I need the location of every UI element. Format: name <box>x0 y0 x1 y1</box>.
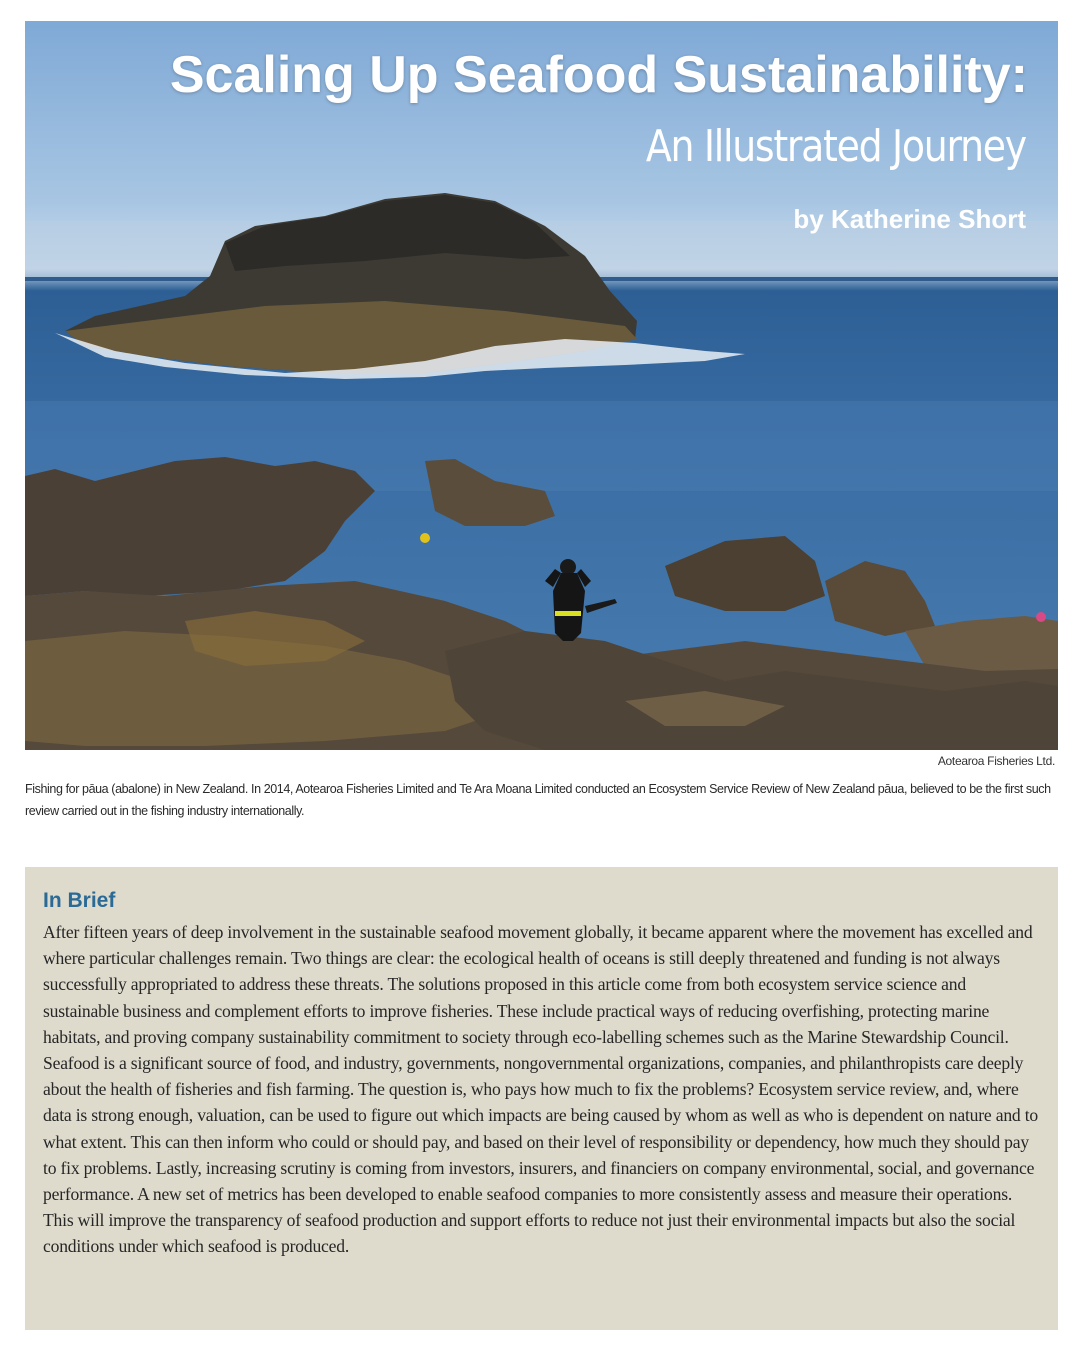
hero-photo <box>25 21 1058 750</box>
photo-caption: Fishing for pāua (abalone) in New Zealand. In 2014, Aotearoa Fisheries Limited and Te Ara Moana Limited conducted an Ecosystem Service Review of New Zealand pāua, believed to be the first such review carried out in the fishing industry internationally. <box>25 782 1051 818</box>
article-title: Scaling Up Seafood Sustainability: <box>169 46 1028 104</box>
in-brief-body: After fifteen years of deep involvement in the sustainable seafood movement globally, it became apparent where the movement has excelled and where particular challenges remain. Two things are clear: the ecological health of oceans is still deeply threatened and funding is not always successfully appropriated to address these threats. The solutions proposed in this article come from both ecosystem service science and sustainable business and complement efforts to improve fisheries. These include practical ways of reducing overfishing, protecting marine habitats, and proving company sustainability commitment to society through eco-labelling schemes such as the Marine Stewardship Council. Seafood is a significant source of food, and industry, governments, nongovernmental organizations, companies, and philanthropists care deeply about the health of fisheries and fish farming. The question is, who pays how much to fix the problems? Ecosystem service review, and, where data is strong enough, valuation, can be used to figure out which impacts are being caused by whom as well as who is dependent on nature and to what extent. This can then inform who could or should pay, and based on their level of responsibility or dependency, how much they should pay to fix problems. Lastly, increasing scrutiny is coming from investors, insurers, and financiers on company environmental, social, and governance performance. A new set of metrics has been developed to enable seafood companies to more consistently assess and measure their operations. This will improve the transparency of seafood production and support efforts to reduce not just their environmental impacts but also the social conditions under which seafood is produced. <box>43 922 1038 1257</box>
photo-credit: Aotearoa Fisheries Ltd. <box>937 754 1055 768</box>
in-brief-box <box>25 867 1058 1330</box>
in-brief-heading: In Brief <box>43 889 116 912</box>
author-byline: by Katherine Short <box>793 204 1026 234</box>
article-subtitle: An Illustrated Journey <box>646 121 1026 172</box>
diver-figure <box>545 559 617 641</box>
